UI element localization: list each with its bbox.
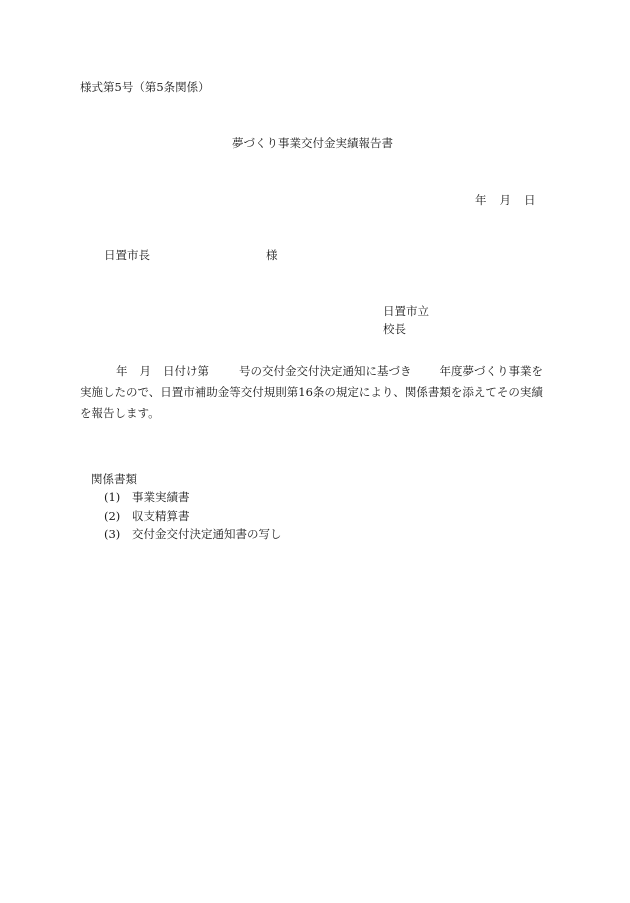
attachment-number: (3) — [104, 527, 121, 541]
attachment-item — [104, 529, 282, 541]
body-day-ref: 日付け第 — [163, 364, 209, 378]
sender-city: 日置市立 — [383, 304, 429, 318]
body-line-2: 実施したので、日置市補助金等交付規則第16条の規定により、関係書類を添えてその実績 — [80, 385, 543, 399]
date-line — [475, 195, 536, 207]
body-text — [80, 361, 556, 424]
addressee-name: 日置市長 — [104, 248, 150, 262]
body-notice: 号の交付金交付決定通知に基づき — [239, 364, 412, 378]
body-month: 月 — [139, 364, 151, 378]
body-line-1 — [80, 361, 556, 382]
body-year: 年 — [116, 364, 128, 378]
attachment-label: 交付金交付決定通知書の写し — [132, 527, 282, 541]
sender-title: 校長 — [383, 322, 406, 336]
form-number: 様式第5号（第5条関係） — [80, 80, 210, 94]
attachment-label: 収支精算書 — [132, 509, 190, 523]
date-day: 日 — [524, 193, 536, 207]
date-year: 年 — [475, 193, 487, 207]
addressee-honorific: 様 — [266, 248, 278, 262]
body-line-3: を報告します。 — [80, 406, 160, 420]
attachment-number: (2) — [104, 509, 121, 523]
attachment-label: 事業実績書 — [132, 490, 190, 504]
document-title: 夢づくり事業交付金実績報告書 — [232, 136, 393, 150]
attachment-item — [104, 511, 190, 523]
attachment-item — [104, 492, 190, 504]
attachment-number: (1) — [104, 490, 121, 504]
body-project: 年度夢づくり事業を — [439, 364, 543, 378]
attachments-heading: 関係書類 — [91, 472, 137, 486]
addressee — [104, 250, 278, 262]
date-month: 月 — [499, 193, 511, 207]
